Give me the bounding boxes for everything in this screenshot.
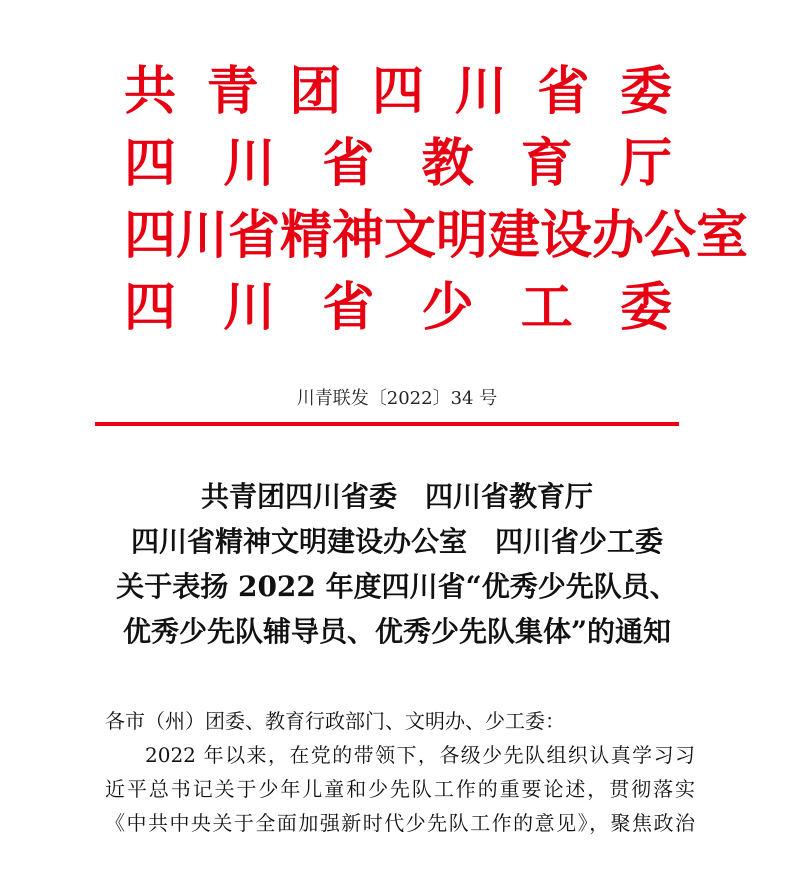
salutation: 各市（州）团委、教育行政部门、文明办、少工委：	[105, 709, 565, 733]
title-line: 关于表扬 2022 年度四川省“优秀少先队员、	[116, 570, 678, 603]
body-line: 2022 年以来，在党的带领下，各级少先队组织认真学习习	[145, 743, 695, 767]
issuer-line: 四川省少工委	[124, 277, 672, 338]
title-line: 优秀少先队辅导员、优秀少先队集体”的通知	[122, 615, 672, 648]
title-line: 共青团四川省委 四川省教育厅	[200, 480, 593, 513]
body-line: 《中共中央关于全面加强新时代少先队工作的意见》，聚焦政治	[105, 811, 695, 835]
document-title	[0, 474, 794, 654]
letterhead-issuers	[124, 56, 749, 344]
title-line: 四川省精神文明建设办公室 四川省少工委	[130, 525, 663, 558]
document-body	[105, 704, 695, 840]
issuer-line: 四川省精神文明建设办公室	[124, 205, 749, 266]
document-number: 川青联发〔2022〕34 号	[296, 388, 498, 409]
issuer-line: 共青团四川省委	[124, 61, 672, 122]
body-line: 近平总书记关于少年儿童和少先队工作的重要论述，贯彻落实	[105, 777, 695, 801]
red-separator-rule	[95, 422, 679, 426]
issuer-line: 四川省教育厅	[124, 133, 672, 194]
